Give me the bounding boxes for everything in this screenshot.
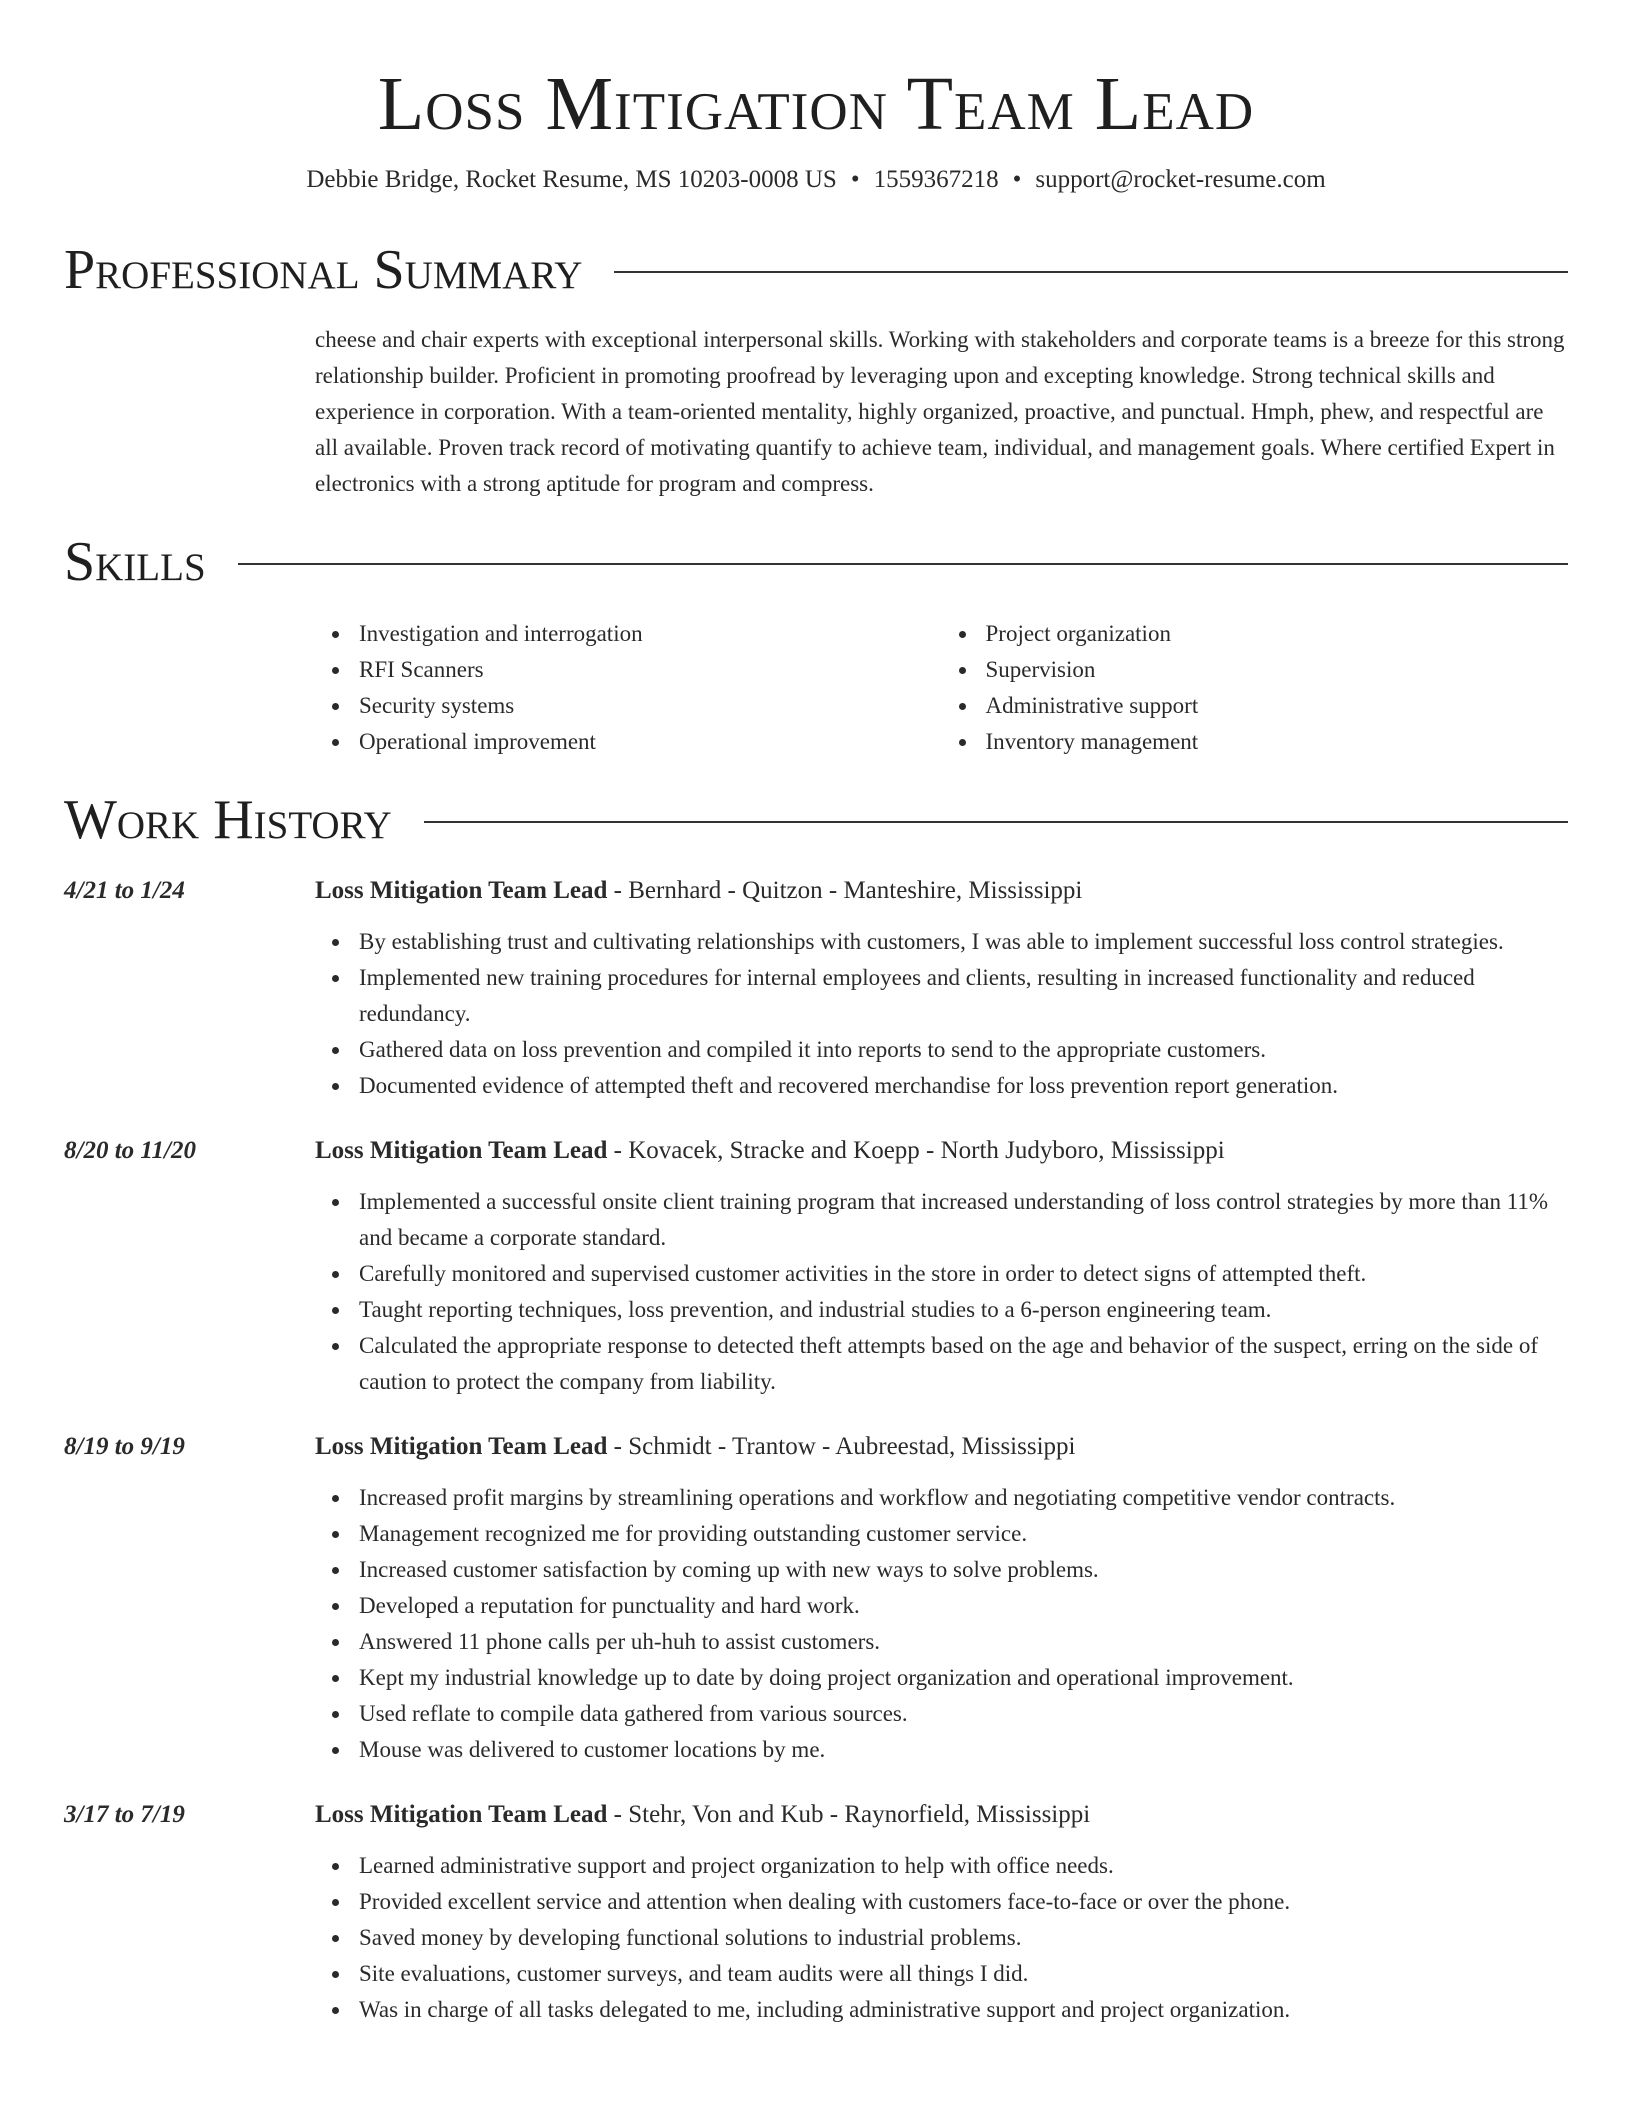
section-divider — [614, 271, 1568, 273]
job-bullet: Was in charge of all tasks delegated to me, including administrative support and project organization. — [359, 1992, 1568, 2028]
skill-item: Project organization — [986, 616, 1569, 652]
contact-phone: 1559367218 — [873, 166, 999, 193]
job-bullets — [315, 1184, 1568, 1400]
job-dates: 8/20 to 11/20 — [64, 1137, 196, 1164]
job-bullet: By establishing trust and cultivating relationships with customers, I was able to implement successful loss control strategies. — [359, 924, 1568, 960]
job-bullet: Taught reporting techniques, loss prevention, and industrial studies to a 6-person engineering team. — [359, 1292, 1568, 1328]
job-bullet: Carefully monitored and supervised customer activities in the store in order to detect signs of attempted theft. — [359, 1256, 1568, 1292]
job-bullet: Used reflate to compile data gathered from various sources. — [359, 1696, 1568, 1732]
contact-separator: • — [1012, 166, 1022, 193]
skill-item: RFI Scanners — [359, 652, 942, 688]
job-employer: - Kovacek, Stracke and Koepp - North Judyboro, Mississippi — [607, 1137, 1225, 1164]
job-bullet: Saved money by developing functional solutions to industrial problems. — [359, 1920, 1568, 1956]
job-bullet: Implemented new training procedures for internal employees and clients, resulting in increased functionality and reduced redundancy. — [359, 960, 1568, 1032]
section-divider — [238, 563, 1568, 565]
job-employer: - Stehr, Von and Kub - Raynorfield, Mississippi — [607, 1801, 1091, 1828]
skill-item: Investigation and interrogation — [359, 616, 942, 652]
job-line — [315, 1798, 1090, 1832]
resume-title: Loss Mitigation Team Lead — [377, 62, 1255, 146]
contact-email: support@rocket-resume.com — [1035, 166, 1326, 193]
job-bullet: Answered 11 phone calls per uh-huh to assist customers. — [359, 1624, 1568, 1660]
skill-item: Inventory management — [986, 724, 1569, 760]
job-bullet: Mouse was delivered to customer locations by me. — [359, 1732, 1568, 1768]
job-entry — [64, 1134, 1568, 1400]
skills-heading: Skills — [64, 531, 206, 593]
job-line — [315, 874, 1082, 908]
skills-section-header — [64, 532, 1568, 592]
summary-heading: Professional Summary — [64, 239, 583, 301]
job-bullets — [315, 1848, 1568, 2028]
work-section-header — [64, 790, 1568, 850]
job-bullet: Site evaluations, customer surveys, and team audits were all things I did. — [359, 1956, 1568, 1992]
job-header — [64, 1430, 1568, 1464]
skill-item: Security systems — [359, 688, 942, 724]
job-bullet: Provided excellent service and attention when dealing with customers face-to-face or over the phone. — [359, 1884, 1568, 1920]
job-header — [64, 1798, 1568, 1832]
job-employer: - Bernhard - Quitzon - Manteshire, Mississippi — [607, 877, 1083, 904]
job-bullet: Implemented a successful onsite client training program that increased understanding of loss control strategies by more than 11% and became a corporate standard. — [359, 1184, 1568, 1256]
section-divider — [424, 821, 1568, 823]
job-bullet: Increased customer satisfaction by coming up with new ways to solve problems. — [359, 1552, 1568, 1588]
job-bullet: Kept my industrial knowledge up to date by doing project organization and operational improvement. — [359, 1660, 1568, 1696]
job-entry — [64, 1798, 1568, 2028]
job-header — [64, 1134, 1568, 1168]
summary-section-header — [64, 240, 1568, 300]
job-line — [315, 1430, 1075, 1464]
job-dates: 4/21 to 1/24 — [64, 877, 185, 904]
job-dates: 8/19 to 9/19 — [64, 1433, 185, 1460]
job-bullet: Documented evidence of attempted theft and recovered merchandise for loss prevention report generation. — [359, 1068, 1568, 1104]
job-title: Loss Mitigation Team Lead — [315, 1801, 608, 1828]
job-line — [315, 1134, 1225, 1168]
job-title: Loss Mitigation Team Lead — [315, 1433, 608, 1460]
job-title: Loss Mitigation Team Lead — [315, 1137, 608, 1164]
skill-item: Administrative support — [986, 688, 1569, 724]
contact-address: Debbie Bridge, Rocket Resume, MS 10203-0008 US — [306, 166, 837, 193]
job-bullet: Increased profit margins by streamlining operations and workflow and negotiating competitive vendor contracts. — [359, 1480, 1568, 1516]
contact-line — [64, 164, 1568, 196]
job-bullet: Developed a reputation for punctuality and hard work. — [359, 1588, 1568, 1624]
job-bullets — [315, 924, 1568, 1104]
skill-item: Supervision — [986, 652, 1569, 688]
summary-text: cheese and chair experts with exceptional interpersonal skills. Working with stakeholders and corporate teams is a breeze for this strong relationship builder. Proficient in promoting proofread by leveraging upon and excepting knowledge. Strong technical skills and experience in corporation. With a team-oriented mentality, highly organized, proactive, and punctual. Hmph, phew, and respectful are all available. Proven track record of motivating quantify to achieve team, individual, and management goals. Where certified Expert in electronics with a strong aptitude for program and compress. — [315, 327, 1565, 496]
work-heading: Work History — [64, 789, 392, 851]
job-bullet: Learned administrative support and project organization to help with office needs. — [359, 1848, 1568, 1884]
job-entry — [64, 874, 1568, 1104]
skills-grid — [315, 616, 1568, 760]
skill-item: Operational improvement — [359, 724, 942, 760]
job-title: Loss Mitigation Team Lead — [315, 877, 608, 904]
job-employer: - Schmidt - Trantow - Aubreestad, Mississippi — [607, 1433, 1076, 1460]
job-dates: 3/17 to 7/19 — [64, 1801, 185, 1828]
skills-column-right — [942, 616, 1569, 760]
job-header — [64, 874, 1568, 908]
job-bullet: Calculated the appropriate response to detected theft attempts based on the age and behavior of the suspect, erring on the side of caution to protect the company from liability. — [359, 1328, 1568, 1400]
skills-column-left — [315, 616, 942, 760]
job-bullet: Management recognized me for providing outstanding customer service. — [359, 1516, 1568, 1552]
job-entry — [64, 1430, 1568, 1768]
job-bullet: Gathered data on loss prevention and compiled it into reports to send to the appropriate customers. — [359, 1032, 1568, 1068]
contact-separator: • — [850, 166, 860, 193]
job-bullets — [315, 1480, 1568, 1768]
